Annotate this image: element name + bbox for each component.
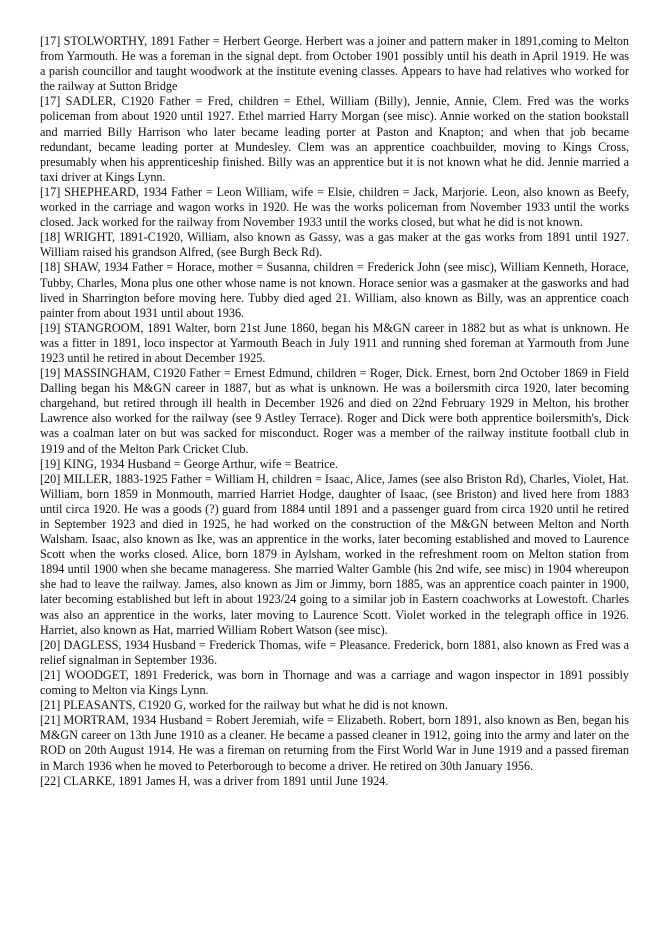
entry-text: [18] WRIGHT, 1891-C1920, William, also known as Gassy, was a gas maker at the gas works from 1891 until 1927. William raised his grandson Alfred, (see Burgh Beck Rd).: [40, 230, 629, 260]
entry-miller: [40, 472, 629, 638]
entry-text: [17] SADLER, C1920 Father = Fred, children = Ethel, William (Billy), Jennie, Annie, Clem. Fred was the works policeman from about 1920 until 1927. Ethel married Harry Morgan (see misc). Annie worked on the station bookstall and married Billy Harrison who later became leading porter at Paston and Knapton; and when that job became redundant, became leading porter at Mundesley. Clem was an apprentice coachbuilder, moving to Kings Cross, presumably when his apprenticeship finished. Billy was an apprentice but it is not known what he did. Jennie married a taxi driver at Kings Lynn.: [40, 94, 629, 184]
entry-mortram: [40, 713, 629, 773]
entry-king: [40, 457, 629, 472]
entry-shaw: [40, 260, 629, 320]
entry-text: [19] STANGROOM, 1891 Walter, born 21st June 1860, began his M&GN career in 1882 but as what is unknown. He was a fitter in 1891, loco inspector at Yarmouth Beach in July 1911 and running shed foreman at Yarmouth from June 1923 until he retired in about December 1925.: [40, 320, 629, 365]
entry-massingham: [40, 366, 629, 457]
entry-sadler: [40, 94, 629, 185]
entry-stolworthy: [40, 34, 629, 94]
entry-text: [21] PLEASANTS, C1920 G, worked for the railway but what he did is not known.: [40, 698, 448, 713]
entry-text: [18] SHAW, 1934 Father = Horace, mother = Susanna, children = Frederick John (see misc), William Kenneth, Horace, Tubby, Charles, Mona plus one other whose name is not known. Horace senior was a gasmaker at the gasworks and had lived in Sharrington before moving here. Tubby died aged 21. William, also known as Billy, was an apprentice coach painter from about 1931 until about 1936.: [40, 260, 629, 320]
entry-shepheard: [40, 185, 629, 230]
entry-text: [19] MASSINGHAM, C1920 Father = Ernest Edmund, children = Roger, Dick. Ernest, born 2nd October 1869 in Field Dalling began his M&GN career in 1887, but as what is unknown. He was a boilersmith circa 1920, later becoming chargehand, but retired through ill health in December 1926 and died on 22nd February 1929 in Melton, his brother Lawrence also worked for the railway (see 9 Astley Terrace). Roger and Dick were both apprentice boilersmith's, Dick was a coalman later on but was sacked for misconduct. Roger was a member of the railway institute football club in 1919 and of the Melton Park Cricket Club.: [40, 366, 629, 456]
entry-text: [17] SHEPHEARD, 1934 Father = Leon William, wife = Elsie, children = Jack, Marjorie. Leon, also known as Beefy, worked in the carriage and wagon works in 1920. He was the works policeman from November 1933 until the works closed. Jack worked for the railway from November 1933 until the works closed, but what he did is not known.: [40, 184, 629, 230]
entry-text: [22] CLARKE, 1891 James H, was a driver from 1891 until June 1924.: [40, 773, 389, 788]
entry-dagless: [40, 638, 629, 668]
entry-text: [20] DAGLESS, 1934 Husband = Frederick Thomas, wife = Pleasance. Frederick, born 1881, also known as Fred was a relief signalman in September 1936.: [40, 637, 629, 667]
entry-text: [21] WOODGET, 1891 Frederick, was born in Thornage and was a carriage and wagon inspector in 1891 possibly coming to Melton via Kings Lynn.: [40, 667, 629, 698]
entry-pleasants: [40, 698, 629, 713]
entry-stangroom: [40, 321, 629, 366]
entry-text: [21] MORTRAM, 1934 Husband = Robert Jeremiah, wife = Elizabeth. Robert, born 1891, also known as Ben, began his M&GN career on 13th June 1910 as a cleaner. He became a passed cleaner in 1912, going into the army and later on the ROD on 20th August 1914. He was a fireman on returning from the First World War in June 1919 and a passed fireman in March 1936 when he moved to Peterborough to become a driver. He retired on 30th January 1956.: [40, 713, 629, 773]
entry-text: [17] STOLWORTHY, 1891 Father = Herbert George. Herbert was a joiner and pattern maker in 1891,coming to Melton from Yarmouth. He was a foreman in the signal dept. from October 1901 possibly until his death in April 1919. He was a parish councillor and taught woodwork at the institute evening classes. Appears to have had relatives who worked for the railway at Sutton Bridge: [40, 34, 629, 94]
entry-clarke: [40, 774, 629, 789]
entry-text: [19] KING, 1934 Husband = George Arthur, wife = Beatrice.: [40, 456, 339, 471]
entry-wright: [40, 230, 629, 260]
entry-woodget: [40, 668, 629, 698]
entry-text: [20] MILLER, 1883-1925 Father = William H, children = Isaac, Alice, James (see also Briston Rd), Charles, Violet, Hat. William, born 1859 in Monmouth, married Harriet Hodge, daughter of Isaac, (see Briston) and lived here from 1883 until circa 1920. He was a goods (?) guard from 1884 until 1891 and a passenger guard from circa 1920 until he retired in September 1923 and died in 1925, he had worked on the construction of the M&GN between Melton and North Walsham. Isaac, also known as Ike, was an apprentice in the works, later becoming established and moved to Laurence Scott when the works closed. Alice, born 1879 in Aylsham, worked in the refreshment room on Melton station from 1894 until 1900 when she became manageress. She married Walter Gamble (his 2nd wife, see misc) in 1904 whereupon she had to leave the railway. James, also known as Jim or Jimmy, born 1885, was an apprentice coach painter in 1900, later becoming established but left in about 1923/24 going to a similar job in Eastern coachworks at Lowestoft. Charles was also an apprentice in the works, later moving to Laurence Scott. Violet worked in the telegraph office in 1926. Harriet, also known as Hat, married William Robert Watson (see misc).: [40, 471, 629, 637]
